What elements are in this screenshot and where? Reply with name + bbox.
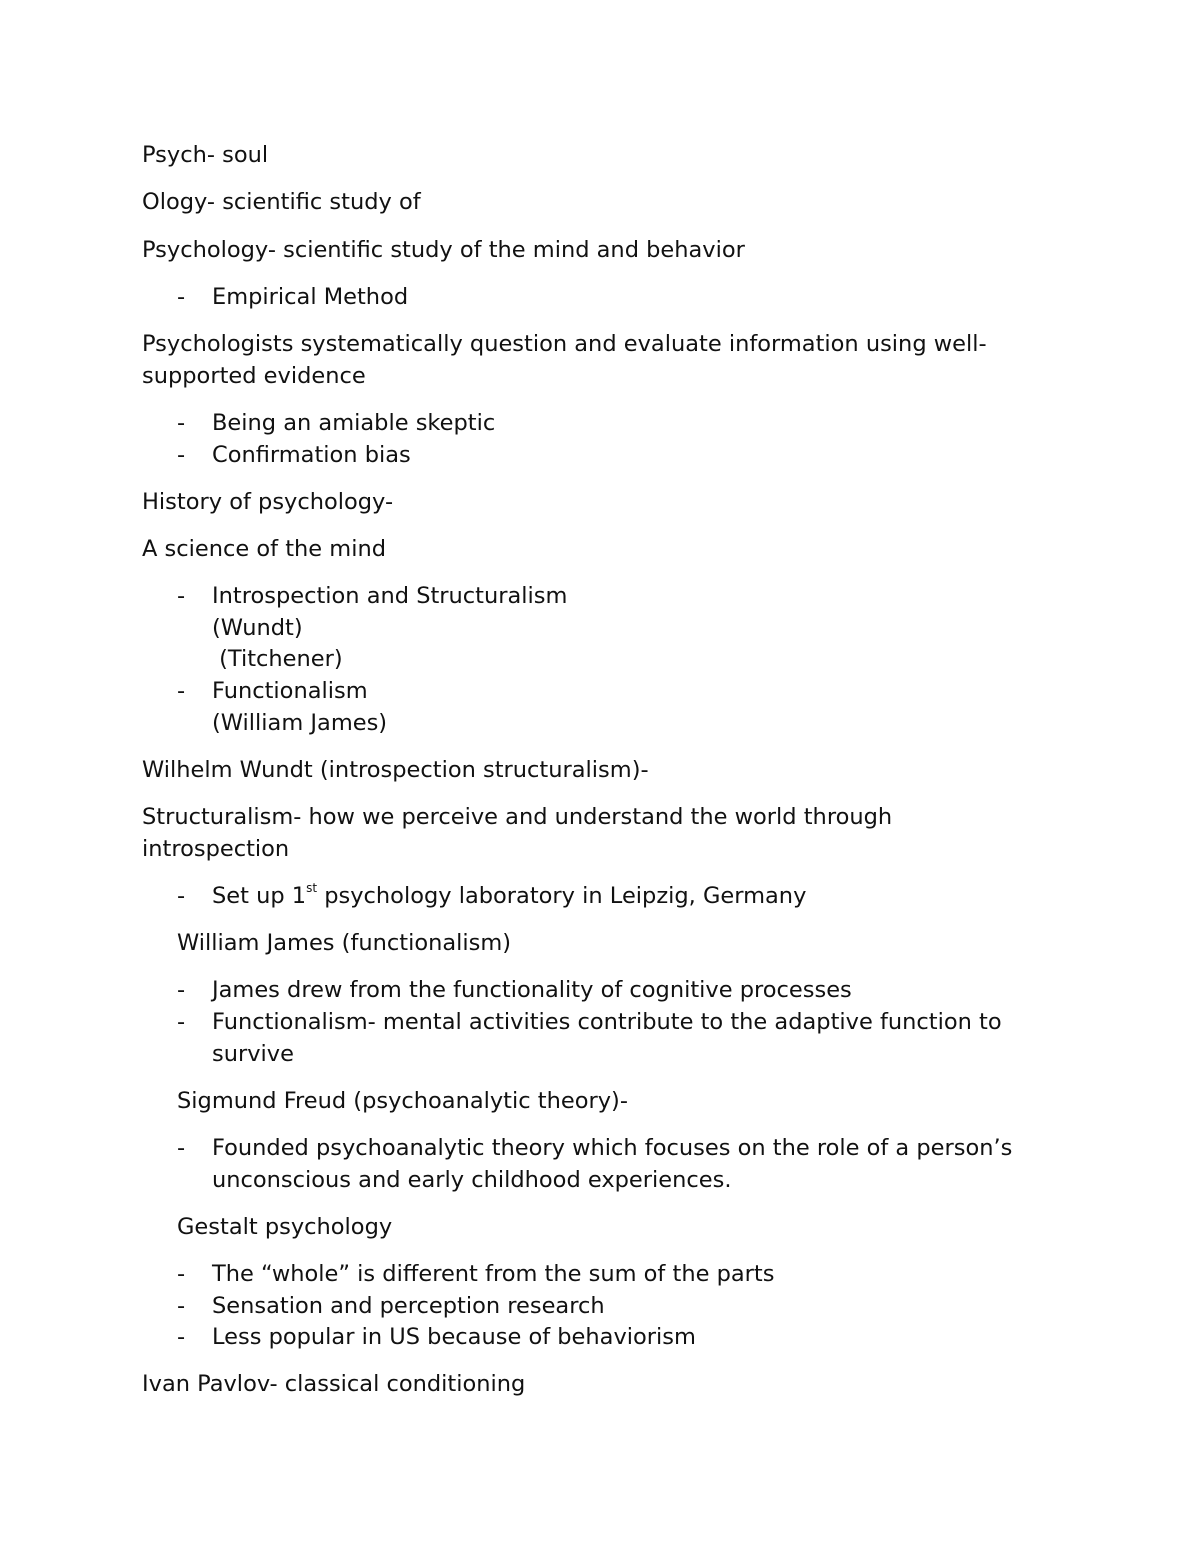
- line-william-james: William James (functionalism): [177, 930, 512, 956]
- bullet-sensation: Sensation and perception research: [212, 1293, 605, 1319]
- line-ology: Ology- scientific study of: [142, 189, 421, 215]
- bullet-amiable-skeptic: Being an amiable skeptic: [212, 410, 496, 436]
- line-psychologists-cont: supported evidence: [142, 363, 366, 389]
- line-history: History of psychology-: [142, 489, 394, 515]
- laboratory-text-b: psychology laboratory in Leipzig, Germany: [317, 883, 807, 909]
- line-science-of-mind: A science of the mind: [142, 536, 386, 562]
- bullet-introspection-titchener: (Titchener): [212, 646, 343, 672]
- laboratory-text-a: Set up 1: [212, 883, 307, 909]
- bullet-functionalism-def: Functionalism- mental activities contribute to the adaptive function to: [212, 1009, 1002, 1035]
- line-structuralism-cont: introspection: [142, 836, 290, 862]
- bullet-psychoanalytic-cont: unconscious and early childhood experiences.: [212, 1167, 732, 1193]
- bullet-functionalism: Functionalism: [212, 678, 368, 704]
- bullet-introspection: Introspection and Structuralism: [212, 583, 568, 609]
- bullet-dash: -: [177, 883, 186, 909]
- bullet-behaviorism: Less popular in US because of behaviorism: [212, 1324, 696, 1350]
- bullet-functionalism-def-cont: survive: [212, 1041, 294, 1067]
- line-gestalt: Gestalt psychology: [177, 1214, 393, 1240]
- line-psychology: Psychology- scientific study of the mind and behavior: [142, 237, 745, 263]
- bullet-confirmation-bias: Confirmation bias: [212, 442, 411, 468]
- bullet-psychoanalytic: Founded psychoanalytic theory which focuses on the role of a person’s: [212, 1135, 1013, 1161]
- ordinal-suffix: st: [306, 880, 318, 895]
- bullet-empirical-method: Empirical Method: [212, 284, 409, 310]
- line-psychologists: Psychologists systematically question and evaluate information using well-: [142, 331, 987, 357]
- bullet-dash: -: [177, 1293, 186, 1319]
- bullet-dash: -: [177, 583, 186, 609]
- bullet-functionalism-james: (William James): [212, 710, 388, 736]
- bullet-dash: -: [177, 1135, 186, 1161]
- bullet-dash: -: [177, 442, 186, 468]
- bullet-dash: -: [177, 410, 186, 436]
- bullet-dash: -: [177, 678, 186, 704]
- line-structuralism: Structuralism- how we perceive and understand the world through: [142, 804, 893, 830]
- bullet-whole: The “whole” is different from the sum of the parts: [212, 1261, 775, 1287]
- bullet-laboratory: [212, 880, 806, 912]
- bullet-dash: -: [177, 1009, 186, 1035]
- line-psych: Psych- soul: [142, 142, 269, 168]
- bullet-introspection-wundt: (Wundt): [212, 615, 303, 641]
- bullet-dash: -: [177, 1324, 186, 1350]
- line-freud: Sigmund Freud (psychoanalytic theory)-: [177, 1088, 628, 1114]
- bullet-dash: -: [177, 1261, 186, 1287]
- line-wundt: Wilhelm Wundt (introspection structuralism)-: [142, 757, 649, 783]
- bullet-dash: -: [177, 284, 186, 310]
- line-pavlov: Ivan Pavlov- classical conditioning: [142, 1371, 526, 1397]
- bullet-dash: -: [177, 977, 186, 1003]
- bullet-cognitive-processes: James drew from the functionality of cognitive processes: [212, 977, 852, 1003]
